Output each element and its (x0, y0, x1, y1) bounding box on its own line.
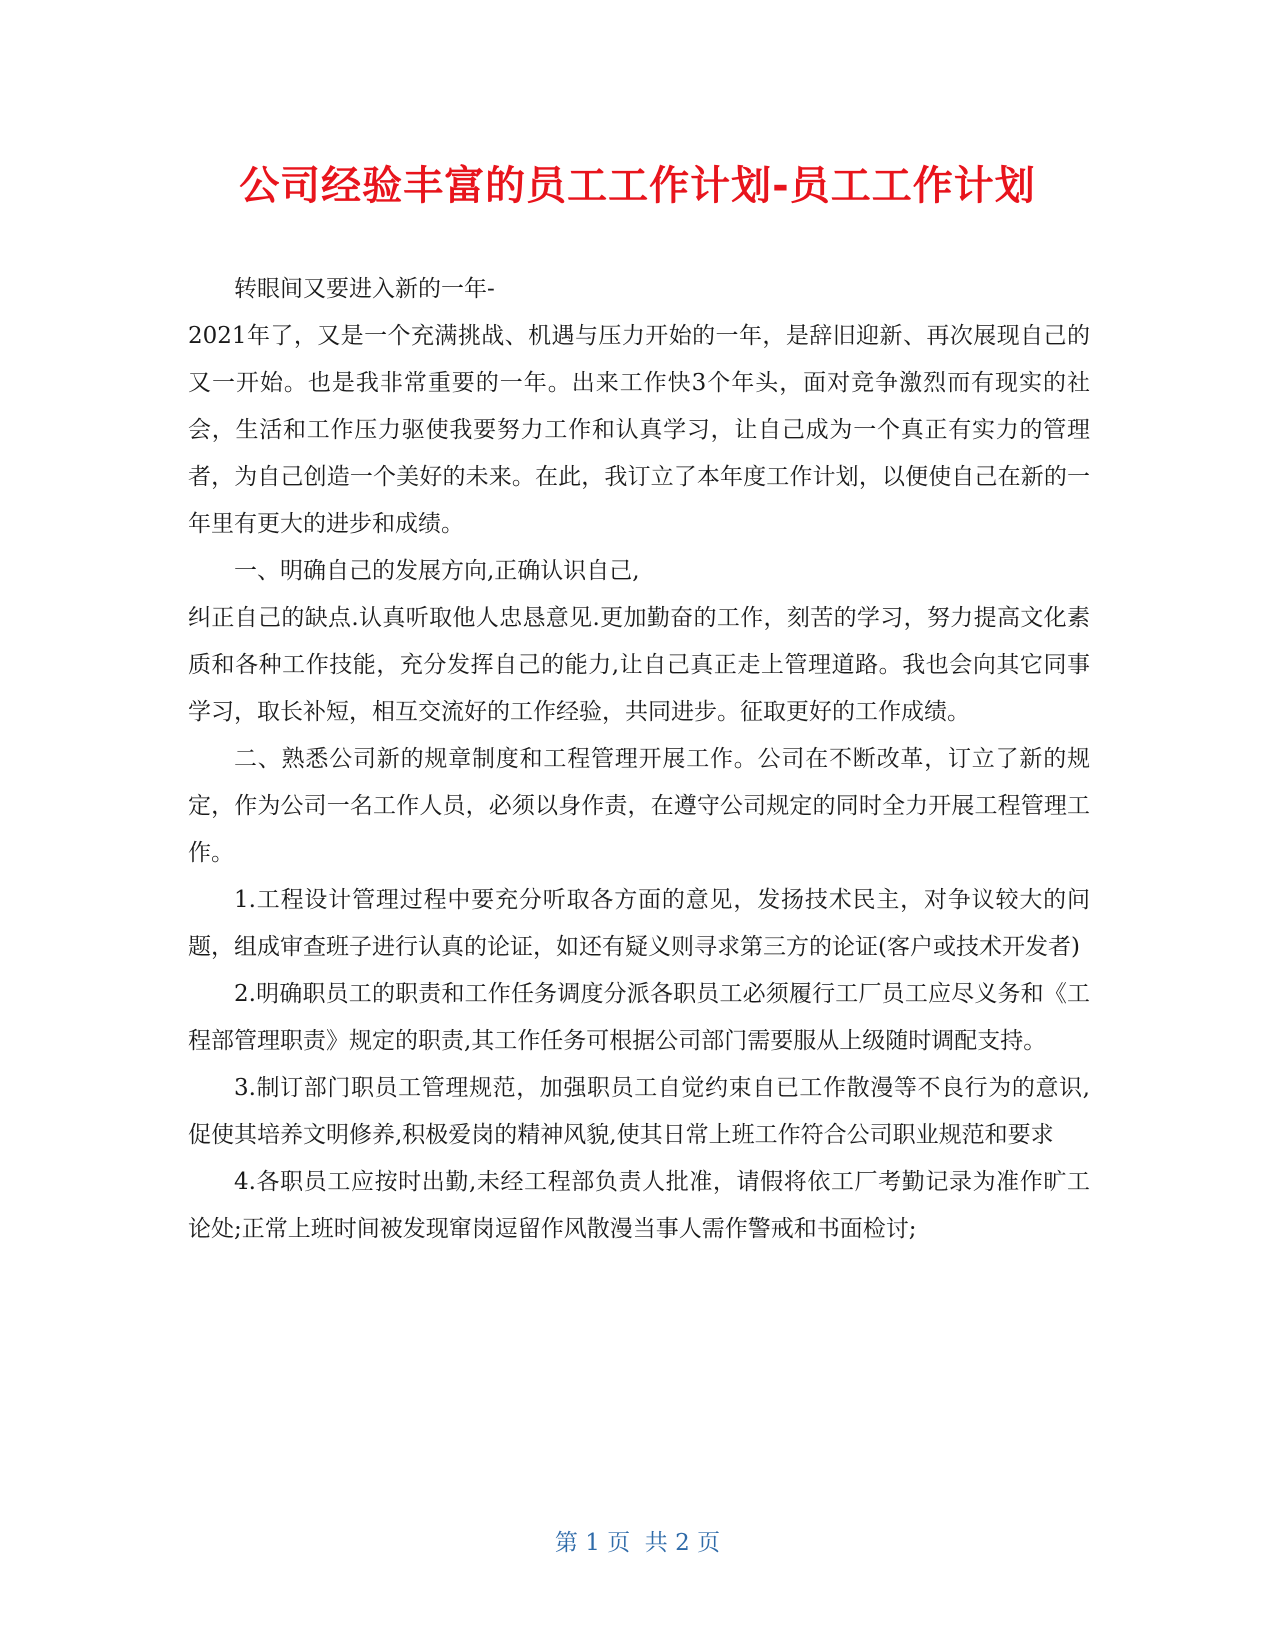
section-1-paragraph: 纠正自己的缺点.认真听取他人忠恳意见.更加勤奋的工作，刻苦的学习，努力提高文化素质和各种工作技能，充分发挥自己的能力,让自己真正走上管理道路。我也会向其它同事学习，取长补短，相互交流好的工作经验，共同进步。征取更好的工作成绩。 (188, 605, 1090, 725)
section-1-heading-line: 一、明确自己的发展方向,正确认识自己, (234, 558, 640, 584)
footer-prefix: 第 (554, 1530, 578, 1556)
footer-total-pages: 2 (675, 1530, 690, 1556)
document-body (188, 266, 1090, 1253)
list-item-3: 3.制订部门职员工管理规范，加强职员工自觉约束自已工作散漫等不良行为的意识,促使其培养文明修养,积极爱岗的精神风貌,使其日常上班工作符合公司职业规范和要求 (188, 1075, 1090, 1148)
intro-first-line: 转眼间又要进入新的一年- (234, 276, 495, 302)
document-title: 公司经验丰富的员工工作计划-员工工作计划 (239, 163, 1036, 209)
list-item-1: 1.工程设计管理过程中要充分听取各方面的意见，发扬技术民主，对争议较大的问题，组成审查班子进行认真的论证，如还有疑义则寻求第三方的论证(客户或技术开发者) (188, 887, 1090, 960)
list-item-2: 2.明确职员工的职责和工作任务调度分派各职员工必须履行工厂员工应尽义务和《工程部管理职责》规定的职责,其工作任务可根据公司部门需要服从上级随时调配支持。 (188, 981, 1090, 1054)
footer-suffix: 页 (697, 1530, 721, 1556)
page-footer (0, 1528, 1275, 1558)
footer-mid: 页 共 (607, 1530, 668, 1556)
intro-paragraph: 2021年了，又是一个充满挑战、机遇与压力开始的一年，是辞旧迎新、再次展现自己的又一开始。也是我非常重要的一年。出来工作快3个年头，面对竞争激烈而有现实的社会，生活和工作压力驱使我要努力工作和认真学习，让自己成为一个真正有实力的管理者，为自己创造一个美好的未来。在此，我订立了本年度工作计划，以便使自己在新的一年里有更大的进步和成绩。 (188, 323, 1090, 537)
footer-current-page: 1 (585, 1530, 600, 1556)
section-2-paragraph: 二、熟悉公司新的规章制度和工程管理开展工作。公司在不断改革，订立了新的规定，作为公司一名工作人员，必须以身作责，在遵守公司规定的同时全力开展工程管理工作。 (188, 746, 1090, 866)
list-item-4: 4.各职员工应按时出勤,未经工程部负责人批准，请假将依工厂考勤记录为准作旷工论处;正常上班时间被发现窜岗逗留作风散漫当事人需作警戒和书面检讨; (188, 1169, 1090, 1242)
